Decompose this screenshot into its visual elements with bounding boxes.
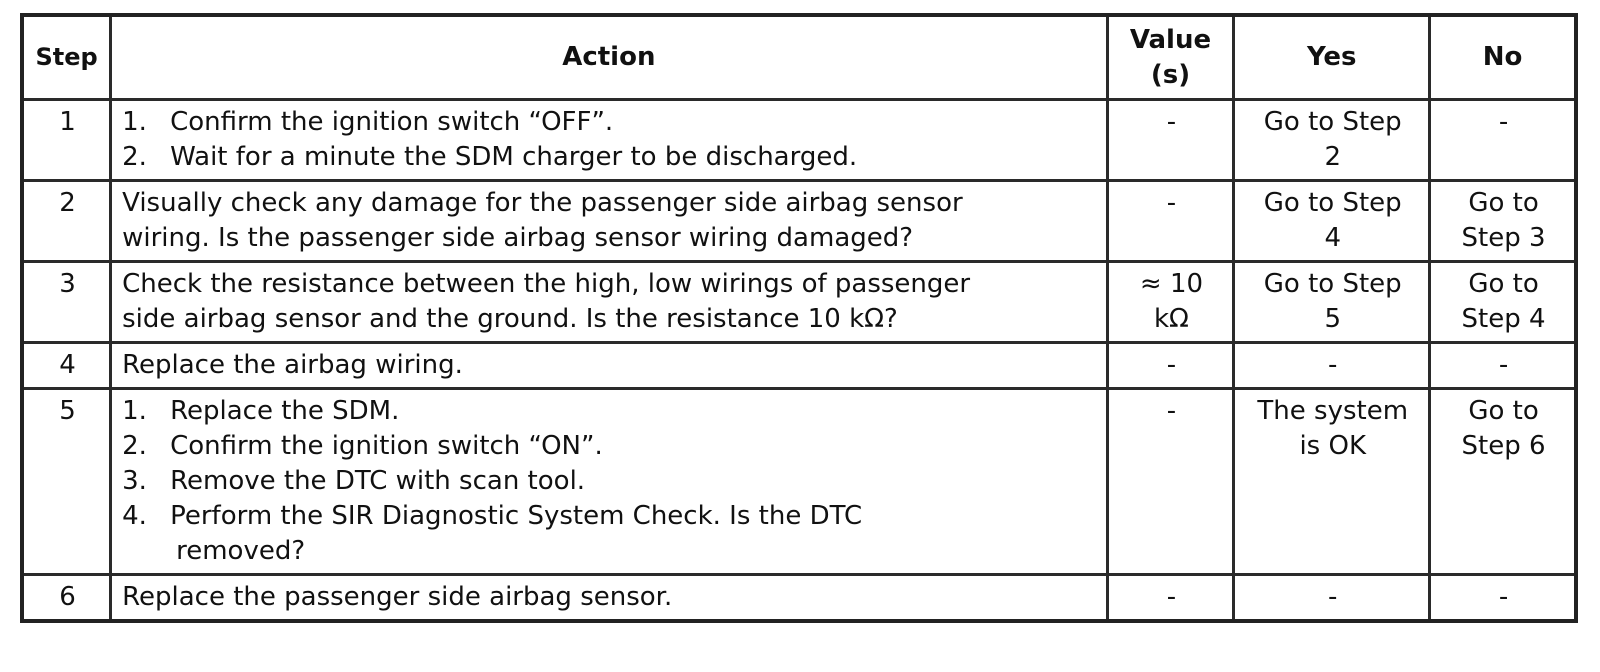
table-row <box>22 100 1576 181</box>
item-number: 2. <box>122 142 147 172</box>
no-cell: - <box>1430 575 1576 622</box>
item-text: Perform the SIR Diagnostic System Check. Is the DTC <box>170 501 863 531</box>
item-number: 1. <box>122 107 147 137</box>
yes-cell: - <box>1234 343 1430 389</box>
item-number: 3. <box>122 466 147 496</box>
action-cell <box>111 100 1107 181</box>
yes-cell <box>1234 181 1430 262</box>
item-number: 1. <box>122 396 147 426</box>
step-header: Step <box>22 15 111 100</box>
action-cell: Replace the passenger side airbag sensor. <box>111 575 1107 622</box>
table-row <box>22 262 1576 343</box>
list-item <box>122 105 1097 140</box>
table-row <box>22 343 1576 389</box>
no-cell: - <box>1430 100 1576 181</box>
yes-line1: Go to Step <box>1263 107 1402 137</box>
list-item <box>122 394 1097 429</box>
action-line1: Check the resistance between the high, low wirings of passenger <box>122 269 971 299</box>
value-cell: - <box>1107 100 1234 181</box>
action-line2: side airbag sensor and the ground. Is the resistance 10 kΩ? <box>122 304 898 334</box>
yes-line1: The system <box>1257 396 1409 426</box>
no-line2: Step 3 <box>1461 223 1546 253</box>
diagnostic-table-container <box>20 13 1578 623</box>
value-cell: - <box>1107 343 1234 389</box>
table-row <box>22 389 1576 575</box>
action-line1: Visually check any damage for the passenger side airbag sensor <box>122 188 963 218</box>
no-line2: Step 4 <box>1461 304 1546 334</box>
value-cell: - <box>1107 389 1234 575</box>
header-row <box>22 15 1576 100</box>
value-cell: - <box>1107 181 1234 262</box>
yes-line1: Go to Step <box>1263 269 1402 299</box>
list-item <box>122 140 1097 175</box>
table-row <box>22 181 1576 262</box>
yes-line2: is OK <box>1299 431 1367 461</box>
action-line2: wiring. Is the passenger side airbag sensor wiring damaged? <box>122 223 914 253</box>
list-item-continuation: removed? <box>176 536 306 566</box>
action-cell <box>111 181 1107 262</box>
no-cell: - <box>1430 343 1576 389</box>
yes-cell <box>1234 389 1430 575</box>
no-line1: Go to <box>1468 269 1539 299</box>
value-cell <box>1107 262 1234 343</box>
yes-cell <box>1234 100 1430 181</box>
yes-header: Yes <box>1234 15 1430 100</box>
item-text: Replace the SDM. <box>170 396 400 426</box>
action-header: Action <box>111 15 1107 100</box>
value-cell: - <box>1107 575 1234 622</box>
no-line1: Go to <box>1468 396 1539 426</box>
item-text: Wait for a minute the SDM charger to be discharged. <box>170 142 858 172</box>
no-line2: Step 6 <box>1461 431 1546 461</box>
yes-line1: Go to Step <box>1263 188 1402 218</box>
step-cell: 4 <box>22 343 111 389</box>
no-header: No <box>1430 15 1576 100</box>
list-item <box>122 499 1097 534</box>
action-list <box>122 394 1097 569</box>
item-text: Confirm the ignition switch “OFF”. <box>170 107 614 137</box>
value-header <box>1107 15 1234 100</box>
yes-line2: 5 <box>1324 304 1341 334</box>
no-line1: Go to <box>1468 188 1539 218</box>
yes-cell: - <box>1234 575 1430 622</box>
value-header-line1: Value <box>1129 24 1212 55</box>
value-line1: ≈ 10 <box>1139 269 1204 299</box>
action-cell <box>111 389 1107 575</box>
value-header-line2: (s) <box>1150 59 1191 90</box>
action-cell <box>111 262 1107 343</box>
action-list <box>122 105 1097 175</box>
step-cell: 1 <box>22 100 111 181</box>
list-item <box>122 464 1097 499</box>
value-line2: kΩ <box>1154 304 1189 334</box>
no-cell <box>1430 389 1576 575</box>
step-cell: 3 <box>22 262 111 343</box>
table-row <box>22 575 1576 622</box>
yes-line2: 2 <box>1324 142 1341 172</box>
action-cell: Replace the airbag wiring. <box>111 343 1107 389</box>
yes-line2: 4 <box>1324 223 1341 253</box>
diagnostic-table <box>20 13 1578 623</box>
step-cell: 2 <box>22 181 111 262</box>
list-item <box>122 429 1097 464</box>
step-cell: 6 <box>22 575 111 622</box>
no-cell <box>1430 181 1576 262</box>
item-number: 4. <box>122 501 147 531</box>
step-cell: 5 <box>22 389 111 575</box>
yes-cell <box>1234 262 1430 343</box>
item-text: Confirm the ignition switch “ON”. <box>170 431 603 461</box>
item-number: 2. <box>122 431 147 461</box>
no-cell <box>1430 262 1576 343</box>
item-text: Remove the DTC with scan tool. <box>170 466 586 496</box>
